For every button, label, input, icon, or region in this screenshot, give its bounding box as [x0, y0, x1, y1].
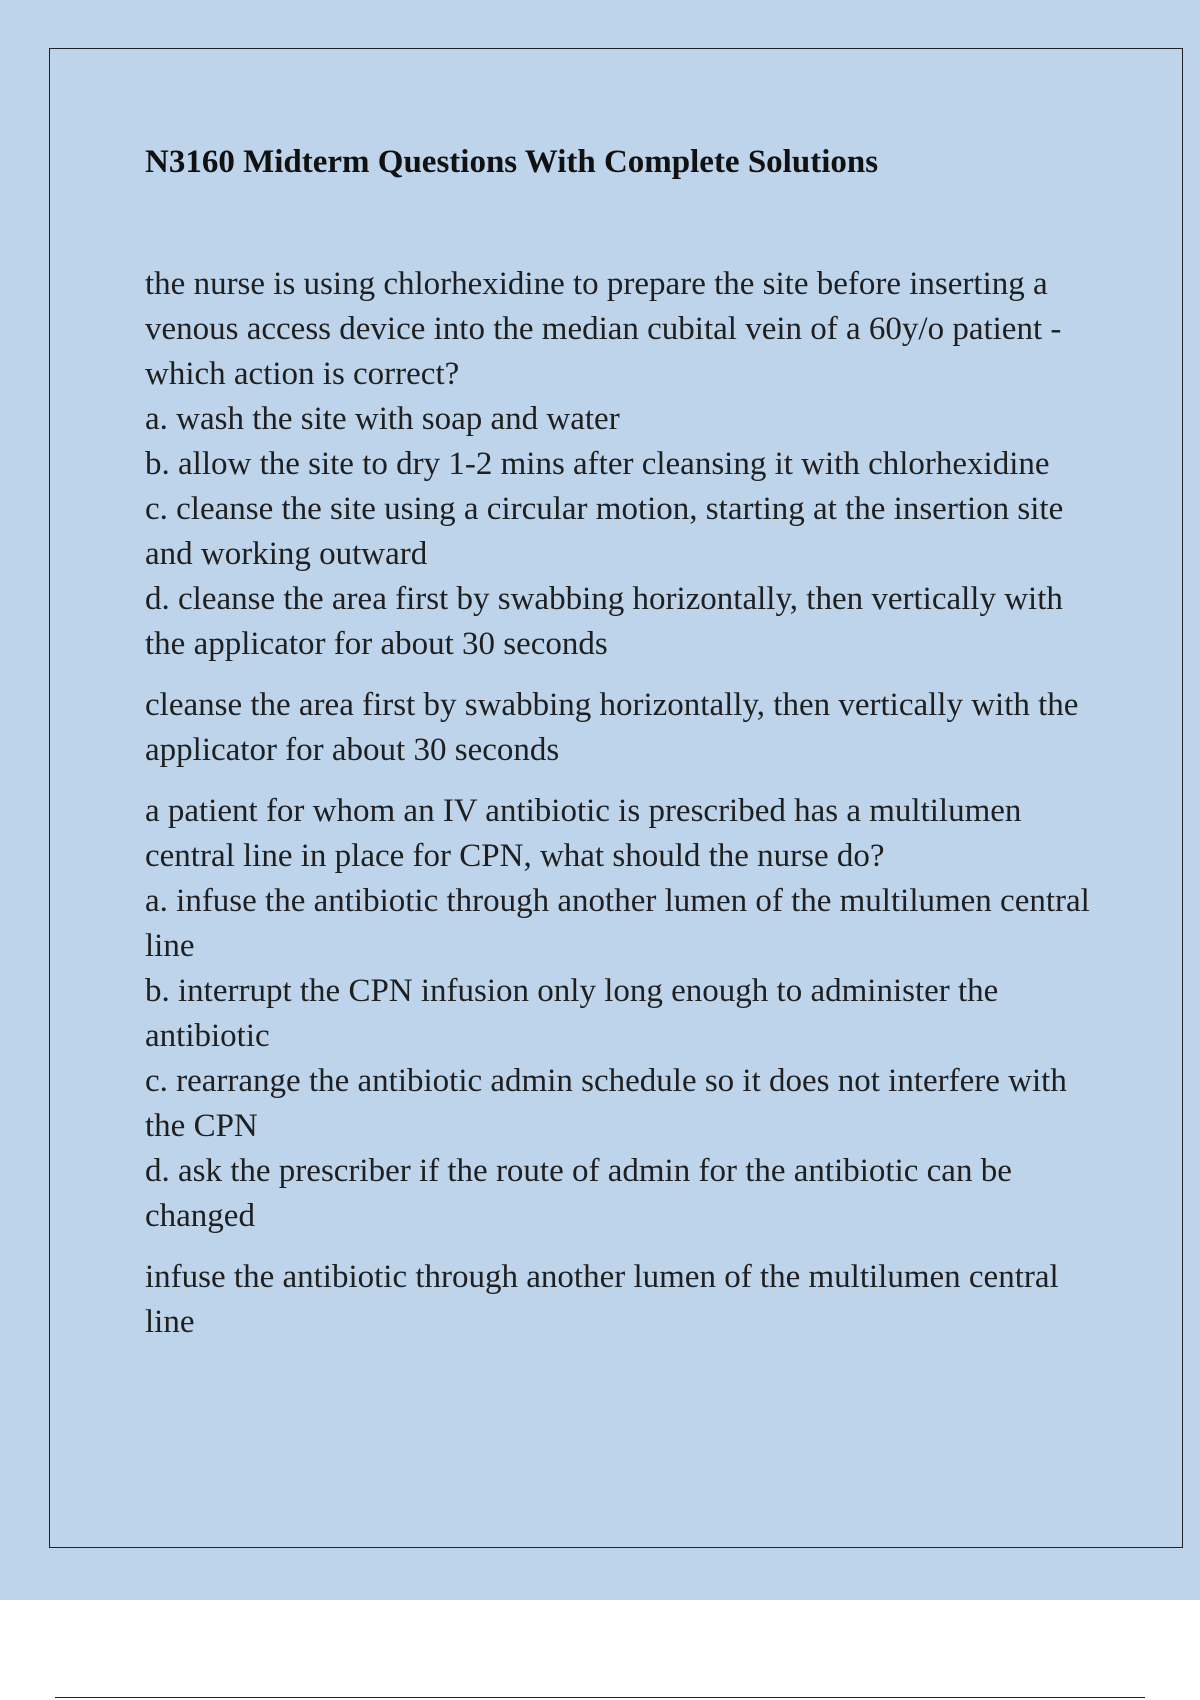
question-text: a patient for whom an IV antibiotic is prescribed has a multilumen central line in place for CPN, what should the nurse do?: [145, 793, 1022, 874]
option-c: c. cleanse the site using a circular motion, starting at the insertion site and working outward: [145, 491, 1064, 572]
footer-divider: [55, 1697, 1145, 1698]
answer-text: cleanse the area first by swabbing horizontally, then vertically with the applicator for about 30 seconds: [145, 687, 1079, 768]
document-content: [145, 140, 1105, 1361]
option-a: a. wash the site with soap and water: [145, 401, 620, 437]
option-d: d. cleanse the area first by swabbing horizontally, then vertically with the applicator for about 30 seconds: [145, 581, 1063, 662]
option-b: b. allow the site to dry 1-2 mins after cleansing it with chlorhexidine: [145, 446, 1050, 482]
question-text: the nurse is using chlorhexidine to prepare the site before inserting a venous access device into the median cubital vein of a 60y/o patient - which action is correct?: [145, 266, 1062, 392]
option-b: b. interrupt the CPN infusion only long enough to administer the antibiotic: [145, 973, 999, 1054]
question-block-2: [145, 789, 1105, 1345]
question-block-1: [145, 262, 1105, 773]
option-a: a. infuse the antibiotic through another lumen of the multilumen central line: [145, 883, 1090, 964]
answer-text: infuse the antibiotic through another lumen of the multilumen central line: [145, 1259, 1059, 1340]
option-d: d. ask the prescriber if the route of admin for the antibiotic can be changed: [145, 1153, 1012, 1234]
document-title: N3160 Midterm Questions With Complete Solutions: [145, 144, 879, 180]
option-c: c. rearrange the antibiotic admin schedule so it does not interfere with the CPN: [145, 1063, 1067, 1144]
